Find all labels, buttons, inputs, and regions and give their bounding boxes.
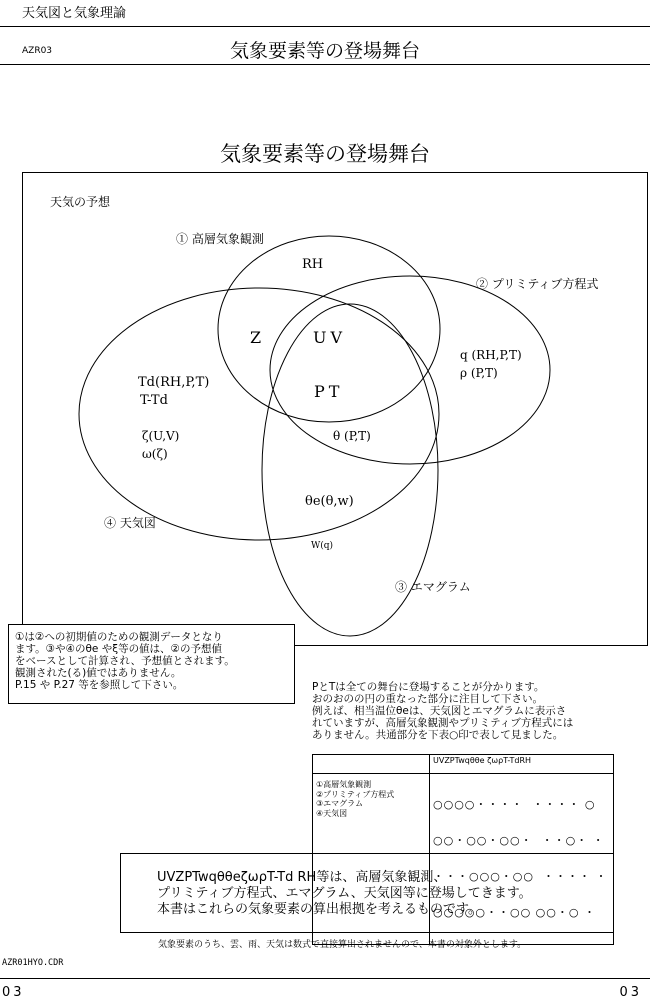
- element-pt: PT: [314, 382, 344, 401]
- page-number-right: 03: [619, 985, 642, 1000]
- summary-line: プリミティブ方程式、エマグラム、天気図等に登場してきます。: [157, 886, 532, 901]
- matrix-header-cell: UVZPTwqθθe ζωρT-TdRH: [430, 755, 614, 774]
- matrix-mark-row: ・・・○○○・○○ ・・・・ ・: [433, 870, 608, 883]
- summary-box: [120, 853, 614, 933]
- matrix-row-label: ①高層気象観測: [316, 780, 372, 789]
- matrix-corner-cell: [313, 755, 430, 774]
- file-code: AZR01HYO.CDR: [2, 958, 64, 968]
- note-line: ①は②への初期値のための観測データとなり: [15, 631, 223, 643]
- note-box: [8, 624, 295, 704]
- summary-line: UVZPTwqθθeζωρT-Td RH等は、高層気象観測、: [157, 870, 447, 885]
- element-rh: RH: [302, 257, 324, 272]
- book-title: 天気図と気象理論: [22, 6, 127, 21]
- note-line: をベースとして計算され、予想値とされます。: [15, 655, 235, 667]
- explanation-line: PとTは全ての舞台に登場することが分かります。: [312, 681, 545, 693]
- explanation-line: 例えば、相当温位θeは、天気図とエマグラムに表示さ: [312, 705, 567, 717]
- note-line: 観測された(る)値ではありません。: [15, 667, 182, 679]
- explanation-text: [312, 681, 642, 741]
- matrix-row-label: ④天気図: [316, 808, 348, 818]
- label-primitive-equations: ② プリミティブ方程式: [476, 277, 599, 291]
- element-z: Z: [250, 328, 266, 347]
- footnote: 気象要素のうち、雲、雨、天気は数式で直接算出されませんので、本書の対象外とします。: [158, 940, 527, 950]
- matrix-header-row: [313, 755, 614, 774]
- explanation-line: おのおのの円の重なった部分に注目して下さい。: [312, 693, 543, 705]
- matrix-mark-row: ○○○○・・・・ ・・・・ ○: [433, 798, 596, 811]
- element-uv: UV: [313, 328, 347, 347]
- element-rho: ρ (P,T): [460, 366, 498, 380]
- note-line: P.15 や P.27 等を参照して下さい。: [15, 679, 184, 691]
- element-q: q (RH,P,T): [460, 348, 522, 362]
- matrix-row-label: ③エマグラム: [316, 799, 364, 808]
- matrix-mark-row: ○○・○○・○○・ ・・○・ ・: [433, 834, 605, 847]
- element-omega: ω(ζ): [142, 447, 168, 461]
- element-w: W(q): [311, 541, 334, 551]
- forecast-label: 天気の予想: [50, 195, 111, 209]
- matrix-row-label: ②プリミティブ方程式: [316, 789, 395, 799]
- circle-weather-map: [79, 288, 439, 540]
- label-weather-map: ④ 天気図: [104, 516, 156, 530]
- note-line: ます。③や④のθe やξ等の値は、②の予想値: [15, 643, 222, 655]
- diagram-title: 気象要素等の登場舞台: [220, 142, 430, 166]
- circle-primitive-equations: [270, 276, 550, 464]
- element-theta: θ (P,T): [333, 429, 371, 443]
- label-emagram: ③ エマグラム: [395, 580, 471, 594]
- page-title: 気象要素等の登場舞台: [229, 40, 420, 62]
- page-number-left: 03: [2, 985, 25, 1000]
- element-zeta: ζ(U,V): [142, 429, 180, 443]
- footer-rule: [0, 978, 650, 979]
- label-upper-air-observation: ① 高層気象観測: [176, 232, 264, 246]
- doc-code: AZR03: [22, 46, 53, 56]
- matrix-mark-row: ○○○○○・・○○ ○○・○ ・: [433, 906, 596, 919]
- element-t-td: T-Td: [140, 393, 168, 408]
- element-theta-e: θe(θ,w): [305, 494, 354, 509]
- summary-line: 本書はこれらの気象要素の算出根拠を考えるものです。: [157, 902, 481, 917]
- explanation-line: れていますが、高層気象観測やプリミティブ方程式には: [312, 717, 574, 729]
- element-td: Td(RH,P,T): [138, 375, 210, 390]
- explanation-line: ありません。共通部分を下表○印で表して見ました。: [312, 729, 564, 741]
